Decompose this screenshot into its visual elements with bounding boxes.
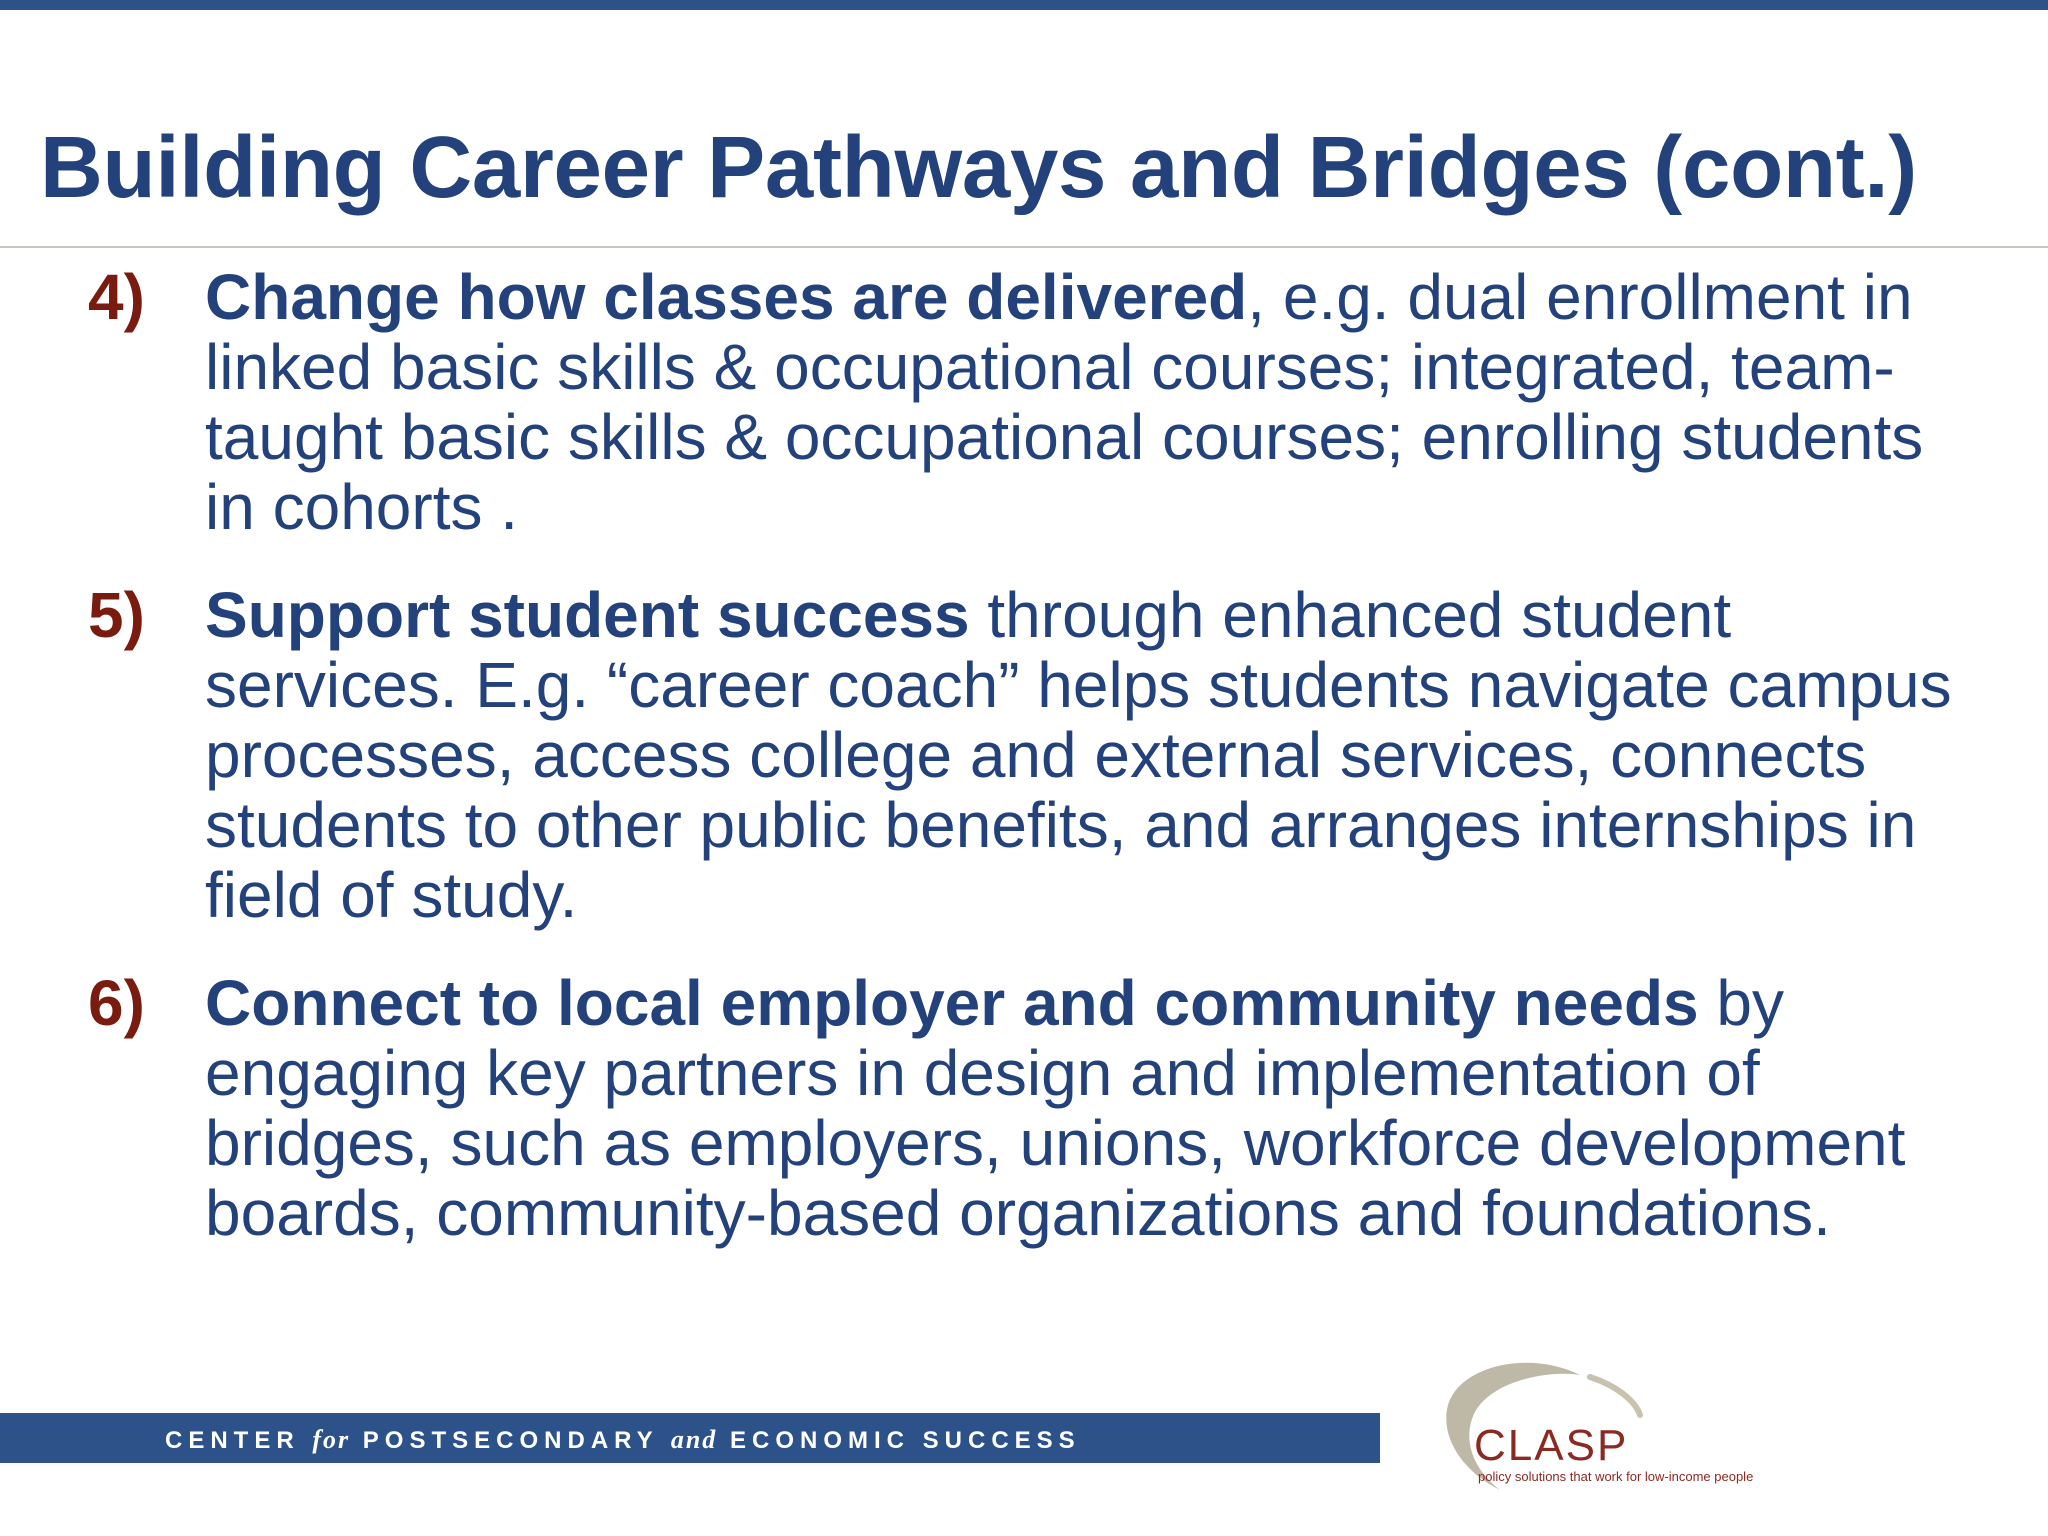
item-lead: Connect to local employer and community needs (205, 967, 1699, 1039)
footer-text-part: ECONOMIC SUCCESS (717, 1427, 1081, 1454)
item-lead: Change how classes are delivered (205, 261, 1248, 333)
item-body: through enhanced student services. E.g. “career coach” helps students navigate campus processes, access college and external services, connects students to other public benefits, and arranges internships in field of study. (205, 579, 1952, 931)
logo-name: CLASP (1474, 1421, 1629, 1470)
item-text (205, 968, 1985, 1248)
item-text (205, 580, 1985, 930)
item-text (205, 262, 1985, 542)
footer-text-part: CENTER (165, 1427, 313, 1454)
item-number: 6) (88, 967, 145, 1039)
clasp-logo (1440, 1355, 1800, 1505)
footer-organization (165, 1426, 1081, 1455)
footer-text-part: POSTSECONDARY (350, 1427, 671, 1454)
footer-connector: for (312, 1425, 351, 1454)
item-number: 5) (88, 579, 145, 651)
item-body: by engaging key partners in design and implementation of bridges, such as employers, unions, workforce development boards, community-based organizations and foundations. (205, 967, 1906, 1249)
logo-tagline: policy solutions that work for low-income people (1478, 1469, 1754, 1484)
item-number: 4) (88, 261, 145, 333)
top-accent-bar (0, 0, 2048, 10)
item-lead: Support student success (205, 579, 970, 651)
footer-connector: and (670, 1425, 718, 1454)
item-body: , e.g. dual enrollment in linked basic skills & occupational courses; integrated, team-taught basic skills & occupational courses; enrolling students in cohorts . (205, 261, 1924, 543)
slide-title: Building Career Pathways and Bridges (cont.) (40, 119, 1917, 216)
title-divider (0, 246, 2048, 248)
